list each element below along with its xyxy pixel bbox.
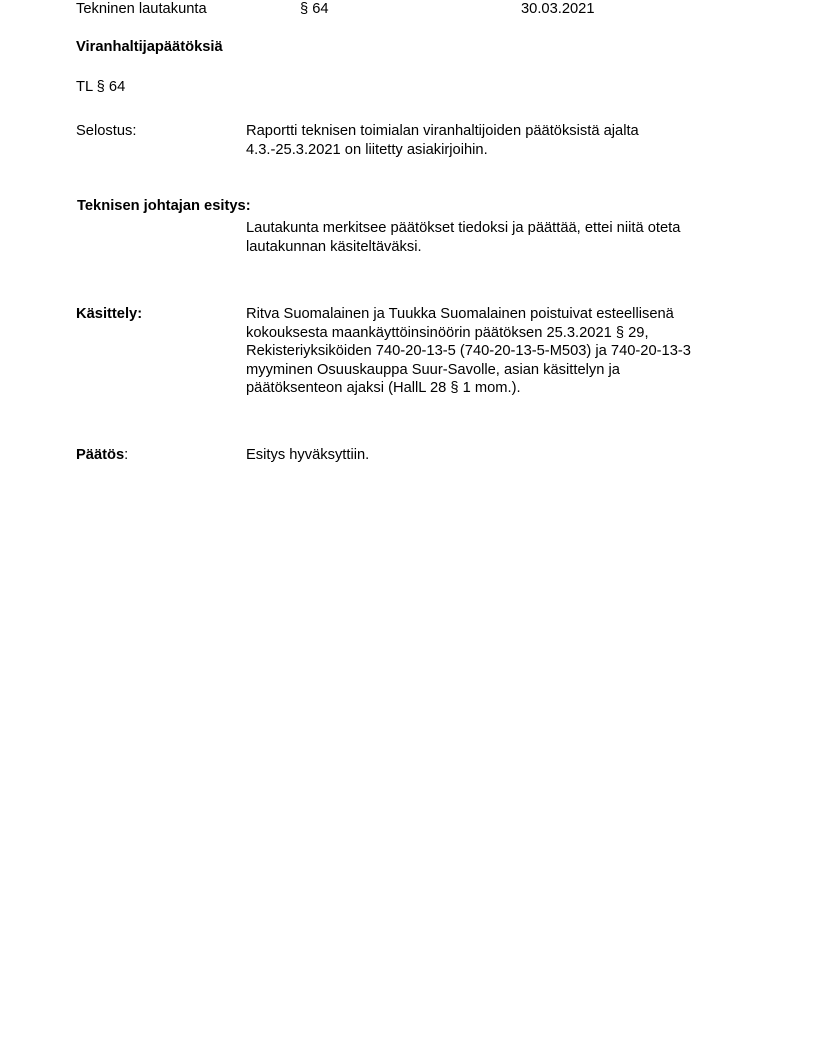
esitys-line: lautakunnan käsiteltäväksi. xyxy=(246,238,422,255)
paatos-label-colon: : xyxy=(124,447,129,463)
kasittely-line: Ritva Suomalainen ja Tuukka Suomalainen poistuivat esteellisenä xyxy=(246,306,674,322)
esitys-text xyxy=(246,219,680,256)
kasittely-line: myyminen Osuuskauppa Suur-Savolle, asian käsittelyn ja xyxy=(246,361,620,378)
kasittely-text xyxy=(246,305,691,398)
esitys-line: Lautakunta merkitsee päätökset tiedoksi ja päättää, ettei niitä oteta xyxy=(246,220,681,236)
meeting-date: 30.03.2021 xyxy=(521,1,595,17)
committee-name: Tekninen lautakunta xyxy=(76,1,207,17)
kasittely-line: Rekisteriyksiköiden 740-20-13-5 (740-20-13-5-M503) ja 740-20-13-3 xyxy=(246,343,691,359)
selostus-line: Raportti teknisen toimialan viranhaltijoiden päätöksistä ajalta xyxy=(246,123,639,139)
paatos-label-bold: Päätös xyxy=(76,447,125,463)
kasittely-label: Käsittely: xyxy=(76,306,143,322)
reference-code: TL § 64 xyxy=(76,79,126,95)
selostus-label: Selostus: xyxy=(76,123,137,139)
esitys-label: Teknisen johtajan esitys: xyxy=(77,198,251,214)
kasittely-line: päätöksenteon ajaksi (HallL 28 § 1 mom.). xyxy=(246,380,521,396)
document-title: Viranhaltijapäätöksiä xyxy=(76,39,223,55)
selostus-text xyxy=(246,122,639,159)
section-number: § 64 xyxy=(300,1,329,17)
kasittely-line: kokouksesta maankäyttöinsinöörin päätöksen 25.3.2021 § 29, xyxy=(246,324,649,341)
paatos-text: Esitys hyväksyttiin. xyxy=(246,447,370,463)
paatos-label xyxy=(76,446,128,464)
selostus-line: 4.3.-25.3.2021 on liitetty asiakirjoihin. xyxy=(246,141,488,158)
